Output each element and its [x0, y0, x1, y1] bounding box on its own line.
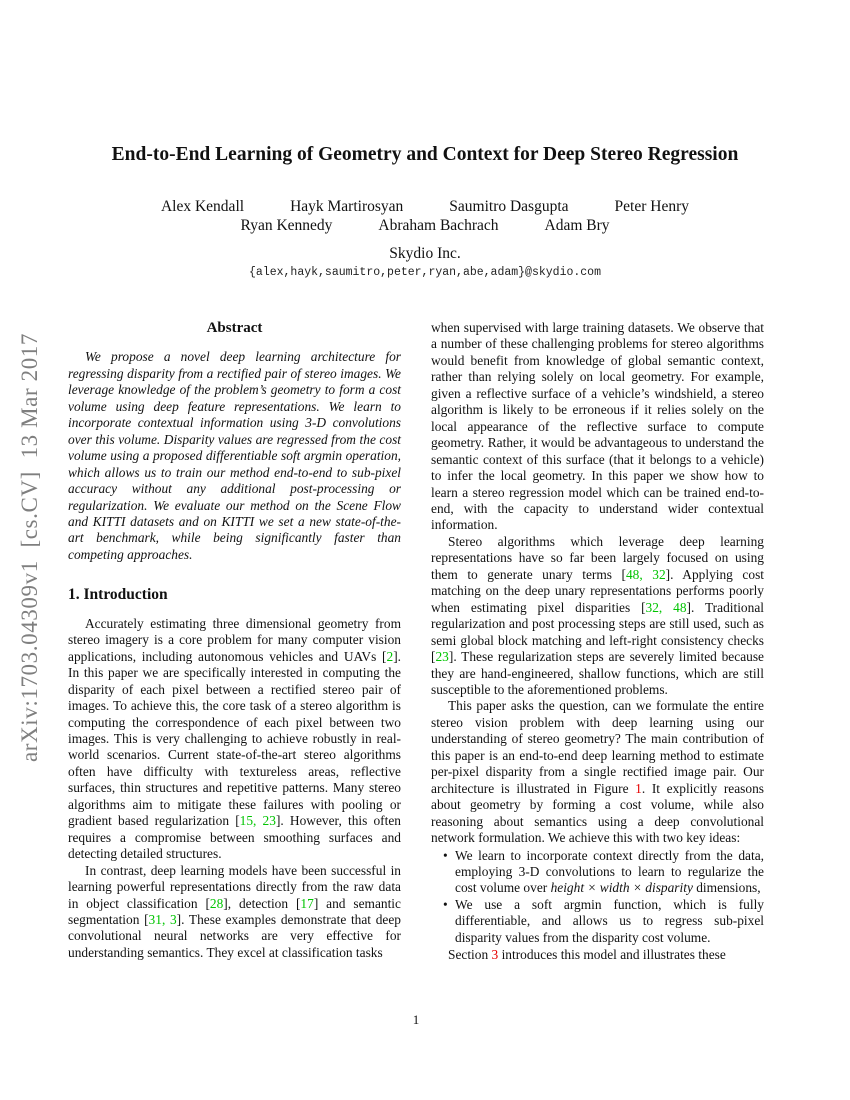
citation-link[interactable]: 48, 32	[625, 566, 666, 582]
left-column	[68, 320, 401, 961]
paragraph	[431, 947, 764, 963]
citation-link[interactable]: 2	[386, 648, 394, 664]
text-segment: ] and semantic segmentation [	[68, 895, 401, 927]
author-name: Alex Kendall	[160, 198, 245, 215]
citation-link[interactable]: 15, 23	[239, 813, 276, 829]
bullet-marker: •	[443, 847, 448, 863]
arxiv-watermark: arXiv:1703.04309v1 [cs.CV] 13 Mar 2017	[17, 333, 42, 763]
text-segment: Accurately estimating three dimensional geometry from stereo imagery is a core problem for many computer vision applications, including autonomous vehicles and UAVs [	[68, 615, 401, 664]
text-segment: ]. Traditional regularization and post processing steps are still used, such as semi global block matching and left-right consistency checks [	[431, 599, 764, 665]
text-segment: . It explicitly reasons about geometry by forming a cost volume, while also reasoning about semantics using a deep convolutional network formulation. We achieve this with two key ideas:	[431, 780, 764, 846]
citation-link[interactable]: 23	[435, 649, 449, 665]
abstract-heading: Abstract	[206, 320, 263, 336]
paragraph	[431, 698, 764, 846]
text-segment: when supervised with large training datasets. We observe that a number of these challenging problems for stereo algorithms would benefit from knowledge of global semantic context, rather than relying solely on local geometry. For example, given a reflective surface of a vehicle’s windshield, a stereo algorithm is likely to be erroneous if it relies solely on the local appearance of the reflective surface to compute geometry. Rather, it would be advantageous to understand the semantic context of this surface (that it belongs to a vehicle) to infer the local geometry. In this paper we show how to learn a stereo regression model which can be trained end-to-end, with the capacity to understand wider contextual information.	[431, 320, 764, 533]
key-ideas-list	[431, 848, 764, 947]
text-segment: ]. However, this often requires a compromise between smoothing surfaces and detecting detailed structures.	[68, 813, 401, 862]
text-segment: ]. In this paper we are specifically interested in computing the disparity of each pixel between a rectified stereo pair of images. To achieve this, the core task of a stereo algorithm is computing the correspondence of each pixel between two images. This is very challenging to achieve robustly in real-world scenarios. Current state-of-the-art stereo algorithms often have difficulty with textureless areas, reflective surfaces, thin structures and repetitive patterns. Many stereo algorithms aim to mitigate these failures with pooling or gradient based regularization [	[68, 648, 401, 829]
paragraph	[68, 863, 401, 962]
email-line: {alex,hayk,saumitro,peter,ryan,abe,adam}@skydio.com	[249, 266, 601, 279]
section-heading-introduction: 1. Introduction	[68, 586, 168, 604]
citation-link[interactable]: 31, 3	[148, 911, 177, 927]
text-segment: We learn to incorporate context directly from the data, employing 3-D convolutions to learn to regularize the cost volume over	[455, 847, 764, 896]
author-name: Ryan Kennedy	[240, 217, 333, 234]
author-name: Peter Henry	[614, 198, 689, 215]
text-segment: ]. These examples demonstrate that deep convolutional neural networks are very effective for understanding semantics. They excel at classification tasks	[68, 911, 401, 960]
text-segment: Section	[448, 947, 492, 963]
citation-link[interactable]: 28	[209, 895, 224, 911]
page-number: 1	[412, 1012, 420, 1027]
paragraph	[431, 320, 764, 534]
paragraph	[431, 534, 764, 699]
paragraph	[68, 616, 401, 863]
key-idea-text	[455, 848, 764, 897]
key-idea-item	[431, 848, 764, 897]
text-segment: ]. These regularization steps are severely limited because they are hand-engineered, shallow functions, which are still susceptible to the aforementioned problems.	[431, 649, 764, 697]
text-segment: ], detection [	[223, 895, 301, 911]
authors-row-1	[0, 198, 850, 216]
author-name: Adam Bry	[544, 217, 610, 234]
citation-link[interactable]: 17	[300, 895, 314, 911]
author-name: Abraham Bachrach	[378, 217, 499, 234]
paper-title: End-to-End Learning of Geometry and Context for Deep Stereo Regression	[111, 144, 739, 165]
text-segment: ]. Applying cost matching on the deep unary representations performs poorly when estimating pixel disparities [	[431, 566, 764, 615]
abstract-text: We propose a novel deep learning architecture for regressing disparity from a rectified pair of stereo images. We leverage knowledge of the problem’s geometry to form a cost volume using deep feature representations. We learn to incorporate contextual information using 3-D convolutions over this volume. Disparity values are regressed from the cost volume using a proposed differentiable soft argmin operation, which allows us to train our method end-to-end to sub-pixel accuracy without any additional post-processing or regularization. We evaluate our method on the Scene Flow and KITTI datasets and on KITTI we set a new state-of-the-art benchmark, while being significantly faster than competing approaches.	[68, 349, 401, 562]
key-idea-item	[431, 897, 764, 946]
right-column	[431, 320, 764, 964]
internal-ref-link[interactable]: 1	[635, 780, 642, 796]
text-segment: dimensions,	[692, 880, 761, 896]
text-segment: introduces this model and illustrates these	[498, 947, 726, 963]
math-text: height × width × disparity	[550, 880, 693, 896]
key-idea-text	[455, 897, 764, 946]
bullet-marker: •	[443, 896, 448, 912]
author-name: Hayk Martirosyan	[290, 198, 404, 215]
text-segment: This paper asks the question, can we formulate the entire stereo vision problem with deep learning using our understanding of stereo geometry? The main contribution of this paper is an end-to-end deep learning method to estimate per-pixel disparity from a single rectified image pair. Our architecture is illustrated in Figure	[431, 698, 764, 796]
internal-ref-link[interactable]: 3	[491, 947, 499, 963]
authors-row-2	[0, 217, 850, 235]
text-segment: Stereo algorithms which leverage deep learning representations have so far been largely focused on using them to generate unary terms [	[431, 533, 764, 582]
text-segment: We use a soft argmin function, which is fully differentiable, and allows us to regress sub-pixel disparity values from the disparity cost volume.	[455, 896, 764, 945]
affiliation: Skydio Inc.	[389, 245, 461, 262]
citation-link[interactable]: 32, 48	[645, 599, 687, 615]
author-name: Saumitro Dasgupta	[449, 198, 569, 215]
text-segment: In contrast, deep learning models have been successful in learning powerful representations directly from the raw data in object classification [	[68, 862, 401, 911]
